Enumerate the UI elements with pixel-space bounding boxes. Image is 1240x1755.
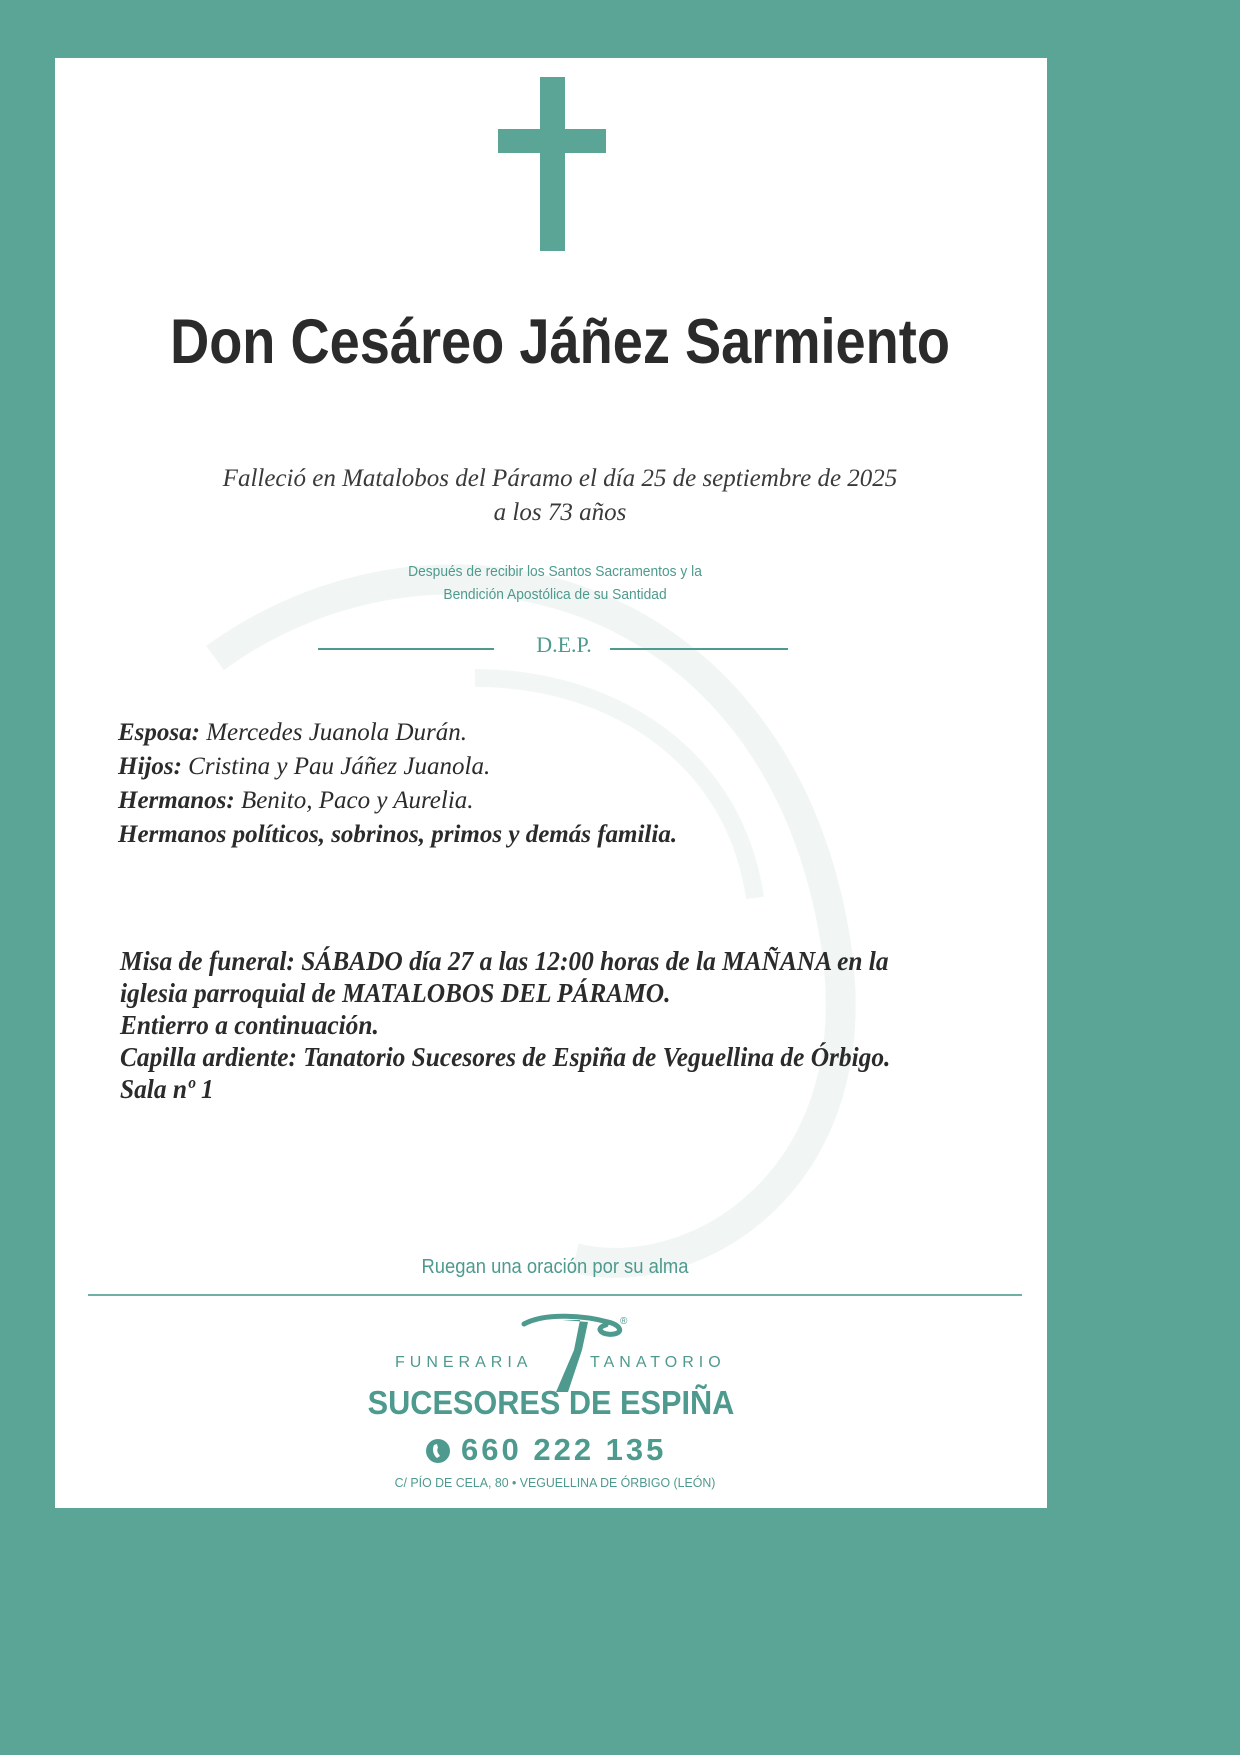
family-label: Hermanos: bbox=[118, 787, 235, 814]
prayer-request: Ruegan una oración por su alma bbox=[421, 1256, 689, 1278]
obituary-sheet bbox=[55, 58, 1047, 1508]
phone-block bbox=[425, 1432, 685, 1472]
dep-rule-right bbox=[610, 648, 788, 650]
address: C/ PÍO DE CELA, 80 • VEGUELLINA DE ÓRBIGO (LEÓN) bbox=[394, 1475, 716, 1490]
family-value: Mercedes Juanola Durán. bbox=[206, 719, 468, 746]
family-row bbox=[118, 784, 677, 818]
dep-text: D.E.P. bbox=[536, 632, 592, 657]
family-value: Benito, Paco y Aurelia. bbox=[240, 787, 474, 814]
sacraments-note bbox=[95, 560, 1015, 606]
dep-divider bbox=[318, 631, 790, 661]
funeraria-label: FUNERARIA bbox=[395, 1354, 533, 1371]
death-notice bbox=[55, 462, 1047, 530]
brand-name: SUCESORES DE ESPIÑA bbox=[367, 1384, 735, 1421]
death-line-2: a los 73 años bbox=[493, 499, 627, 526]
family-label: Esposa: bbox=[118, 719, 200, 746]
family-row bbox=[118, 716, 677, 750]
registered-mark: ® bbox=[620, 1316, 628, 1327]
service-line-5: Sala nº 1 bbox=[120, 1074, 214, 1104]
family-extra: Hermanos políticos, sobrinos, primos y demás familia. bbox=[118, 821, 678, 848]
service-line-4: Capilla ardiente: Tanatorio Sucesores de Espiña de Veguellina de Órbigo. bbox=[120, 1042, 891, 1072]
service-line-3: Entierro a continuación. bbox=[120, 1010, 379, 1040]
service-line-2: iglesia parroquial de MATALOBOS DEL PÁRAMO. bbox=[120, 978, 671, 1008]
tanatorio-label: TANATORIO bbox=[590, 1354, 726, 1371]
death-line-1: Falleció en Matalobos del Páramo el día 25 de septiembre de 2025 bbox=[222, 465, 898, 492]
service-line-1: Misa de funeral: SÁBADO día 27 a las 12:00 horas de la MAÑANA en la bbox=[120, 946, 889, 976]
sacraments-line-1: Después de recibir los Santos Sacramentos y la bbox=[408, 563, 702, 580]
family-label: Hijos: bbox=[118, 753, 182, 780]
footer-divider bbox=[88, 1294, 1022, 1296]
family-row bbox=[118, 750, 677, 784]
phone-number[interactable]: 660 222 135 bbox=[461, 1432, 667, 1467]
family-value: Cristina y Pau Jáñez Juanola. bbox=[188, 753, 491, 780]
deceased-name: Don Cesáreo Jáñez Sarmiento bbox=[170, 307, 950, 377]
cross-icon bbox=[498, 77, 606, 251]
phone-icon bbox=[425, 1438, 451, 1464]
dep-rule-left bbox=[318, 648, 494, 650]
sacraments-line-2: Bendición Apostólica de su Santidad bbox=[443, 586, 667, 603]
family-list bbox=[118, 716, 677, 852]
service-details bbox=[120, 945, 890, 1105]
